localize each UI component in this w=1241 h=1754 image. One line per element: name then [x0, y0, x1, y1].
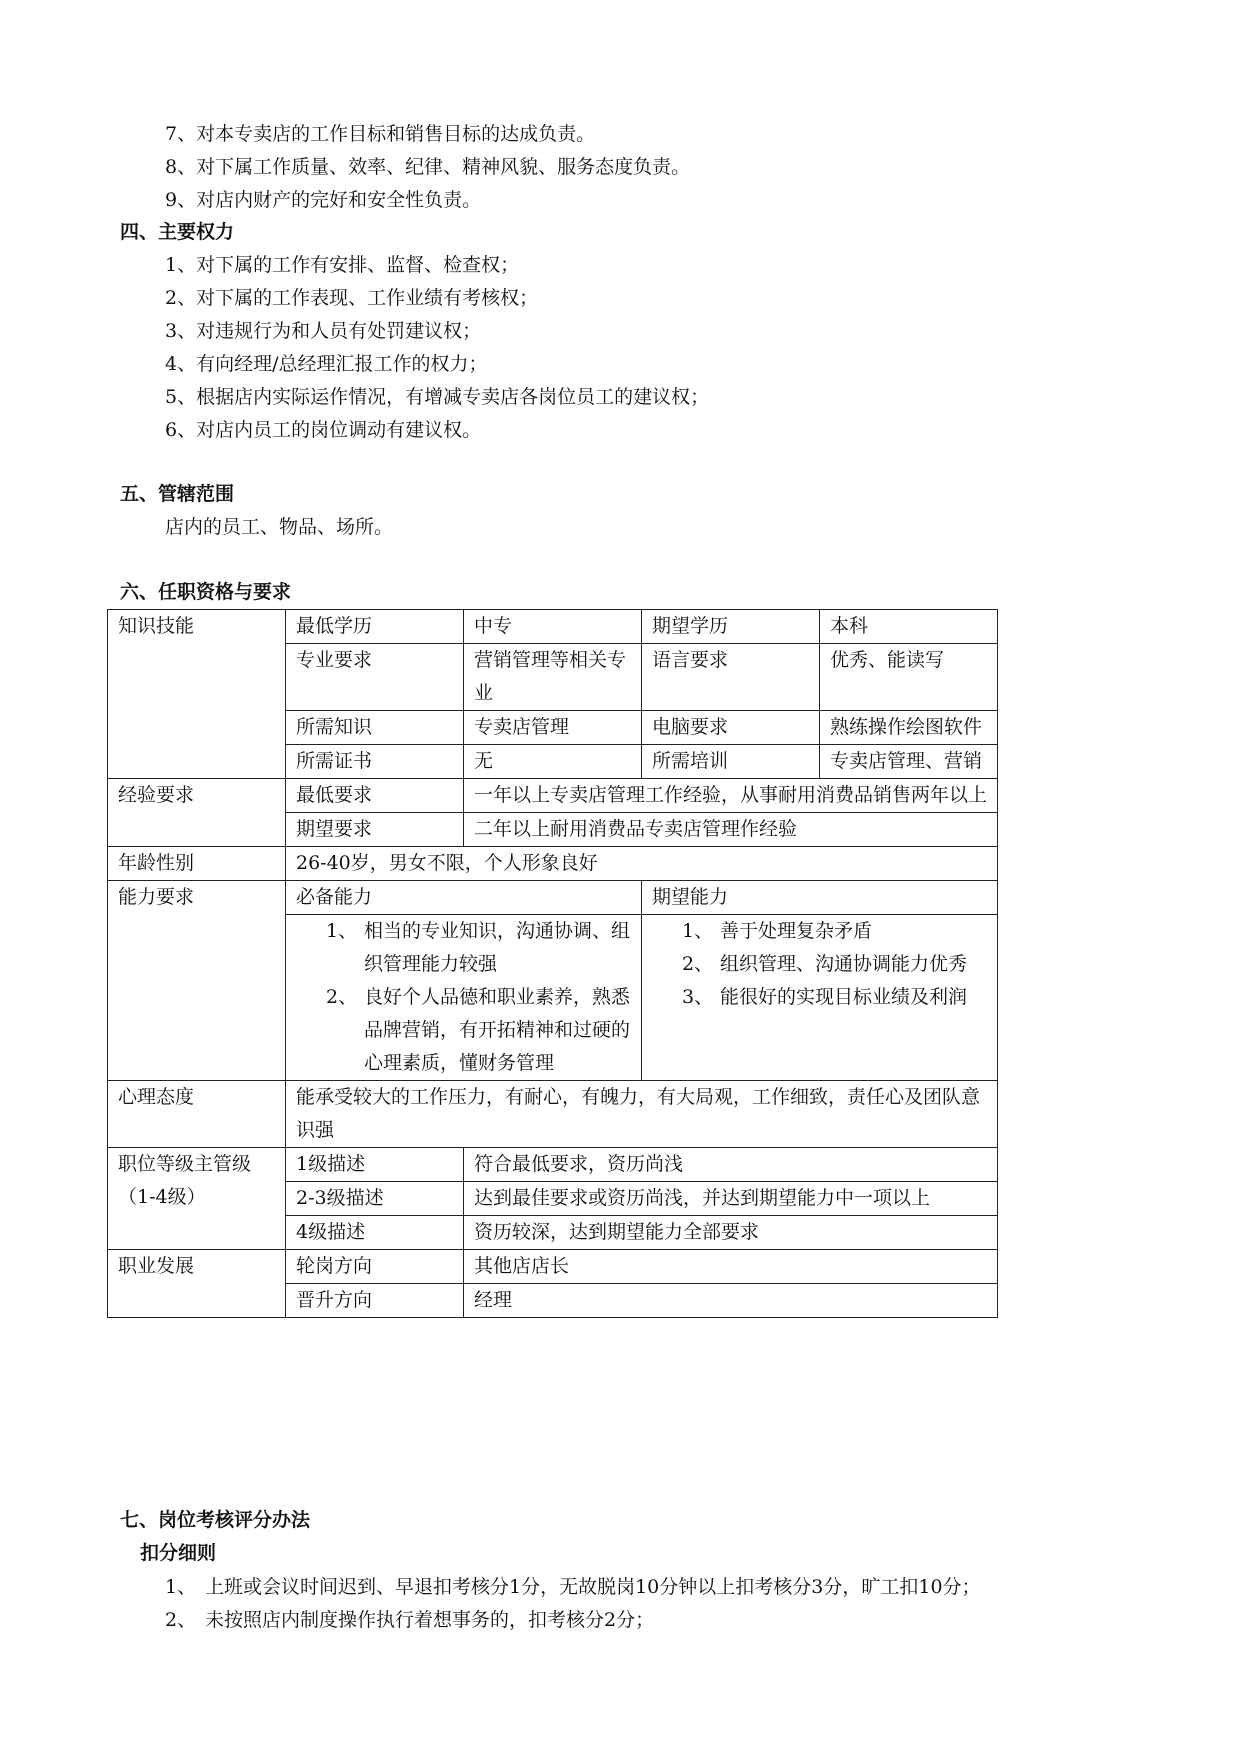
power-item: 3、对违规行为和人员有处罚建议权；: [165, 320, 482, 342]
duty-item: 9、对店内财产的完好和安全性负责。: [165, 189, 482, 211]
table-row: [108, 779, 998, 813]
list-text: 能很好的实现目标业绩及利润: [720, 986, 968, 1008]
list-item: [682, 948, 987, 981]
list-item: [682, 915, 987, 948]
table-cell: 达到最佳要求或资历尚浅，并达到期望能力中一项以上: [464, 1182, 998, 1216]
table-cell: 2-3级描述: [286, 1182, 464, 1216]
power-item: 1、对下属的工作有安排、监督、检查权；: [165, 254, 520, 276]
table-cell: 本科: [820, 610, 998, 644]
list-number: 1、: [682, 920, 714, 942]
table-cell: 专卖店管理: [464, 711, 642, 745]
table-cell: 经理: [464, 1284, 998, 1318]
table-cell: 一年以上专卖店管理工作经验，从事耐用消费品销售两年以上: [464, 779, 998, 813]
section-heading-powers: 四、主要权力: [120, 221, 235, 243]
list-number: 1、: [326, 920, 358, 942]
qualification-table: [107, 609, 998, 1318]
required-ability-list: [286, 915, 642, 1081]
scope-text: 店内的员工、物品、场所。: [165, 516, 394, 538]
table-row: [108, 881, 998, 915]
table-cell: 所需证书: [286, 745, 464, 779]
section-heading-scope: 五、管辖范围: [120, 483, 235, 505]
table-cell: 晋升方向: [286, 1284, 464, 1318]
row-label-ability: 能力要求: [108, 881, 286, 1081]
list-number: 2、: [326, 986, 358, 1008]
list-text: 善于处理复杂矛盾: [720, 920, 873, 942]
table-cell: 符合最低要求，资历尚浅: [464, 1148, 998, 1182]
table-cell: 期望要求: [286, 813, 464, 847]
table-cell: 所需知识: [286, 711, 464, 745]
list-item: [682, 981, 987, 1014]
table-row: [108, 1148, 998, 1182]
list-text: 上班或会议时间迟到、早退扣考核分1分，无故脱岗10分钟以上扣考核分3分，旷工扣10分；: [205, 1576, 981, 1598]
row-label-experience: 经验要求: [108, 779, 286, 847]
table-cell: 专卖店管理、营销: [820, 745, 998, 779]
table-cell: 26-40岁，男女不限，个人形象良好: [286, 847, 998, 881]
table-cell: 最低要求: [286, 779, 464, 813]
table-cell: 营销管理等相关专业: [464, 644, 642, 711]
row-label-attitude: 心理态度: [108, 1081, 286, 1148]
row-label-grade: 职位等级主管级（1-4级）: [108, 1148, 286, 1250]
table-cell: 期望能力: [642, 881, 998, 915]
table-cell: 必备能力: [286, 881, 642, 915]
table-cell: 轮岗方向: [286, 1250, 464, 1284]
table-row: [108, 1081, 998, 1148]
list-text: 良好个人品德和职业素养，熟悉品牌营销，有开拓精神和过硬的心理素质，懂财务管理: [364, 986, 631, 1074]
power-item: 5、根据店内实际运作情况，有增减专卖店各岗位员工的建议权；: [165, 386, 710, 408]
table-cell: 所需培训: [642, 745, 820, 779]
duty-item: 8、对下属工作质量、效率、纪律、精神风貌、服务态度负责。: [165, 156, 691, 178]
desired-ability-list: [642, 915, 998, 1081]
table-cell: 优秀、能读写: [820, 644, 998, 711]
list-text: 未按照店内制度操作执行着想事务的，扣考核分2分；: [205, 1609, 655, 1631]
table-cell: 能承受较大的工作压力，有耐心，有魄力，有大局观，工作细致，责任心及团队意识强: [286, 1081, 998, 1148]
table-cell: 4级描述: [286, 1216, 464, 1250]
table-cell: 熟练操作绘图软件: [820, 711, 998, 745]
section-heading-qualifications: 六、任职资格与要求: [120, 581, 292, 603]
list-item: [326, 981, 631, 1080]
table-cell: 专业要求: [286, 644, 464, 711]
table-cell: 1级描述: [286, 1148, 464, 1182]
power-item: 6、对店内员工的岗位调动有建议权。: [165, 419, 482, 441]
row-label-age: 年龄性别: [108, 847, 286, 881]
table-cell: 无: [464, 745, 642, 779]
table-row: [108, 847, 998, 881]
table-row: [108, 610, 998, 644]
table-cell: 二年以上耐用消费品专卖店管理作经验: [464, 813, 998, 847]
table-cell: 资历较深，达到期望能力全部要求: [464, 1216, 998, 1250]
table-cell: 最低学历: [286, 610, 464, 644]
deduction-item: [165, 1604, 654, 1636]
list-number: 3、: [682, 986, 714, 1008]
table-cell: 语言要求: [642, 644, 820, 711]
list-number: 2、: [165, 1609, 197, 1631]
deduction-item: [165, 1571, 981, 1603]
list-number: 1、: [165, 1576, 197, 1598]
row-label-knowledge: 知识技能: [108, 610, 286, 779]
list-text: 组织管理、沟通协调能力优秀: [720, 953, 968, 975]
list-text: 相当的专业知识，沟通协调、组织管理能力较强: [364, 920, 631, 975]
power-item: 2、对下属的工作表现、工作业绩有考核权；: [165, 287, 539, 309]
section-heading-assessment: 七、岗位考核评分办法: [120, 1509, 311, 1531]
power-item: 4、有向经理/总经理汇报工作的权力；: [165, 353, 488, 375]
table-row: [108, 1250, 998, 1284]
row-label-career: 职业发展: [108, 1250, 286, 1318]
table-cell: 中专: [464, 610, 642, 644]
duty-item: 7、对本专卖店的工作目标和销售目标的达成负责。: [165, 123, 596, 145]
deduction-subheading: 扣分细则: [140, 1542, 217, 1564]
list-number: 2、: [682, 953, 714, 975]
table-cell: 期望学历: [642, 610, 820, 644]
table-cell: 电脑要求: [642, 711, 820, 745]
list-item: [326, 915, 631, 981]
table-cell: 其他店店长: [464, 1250, 998, 1284]
